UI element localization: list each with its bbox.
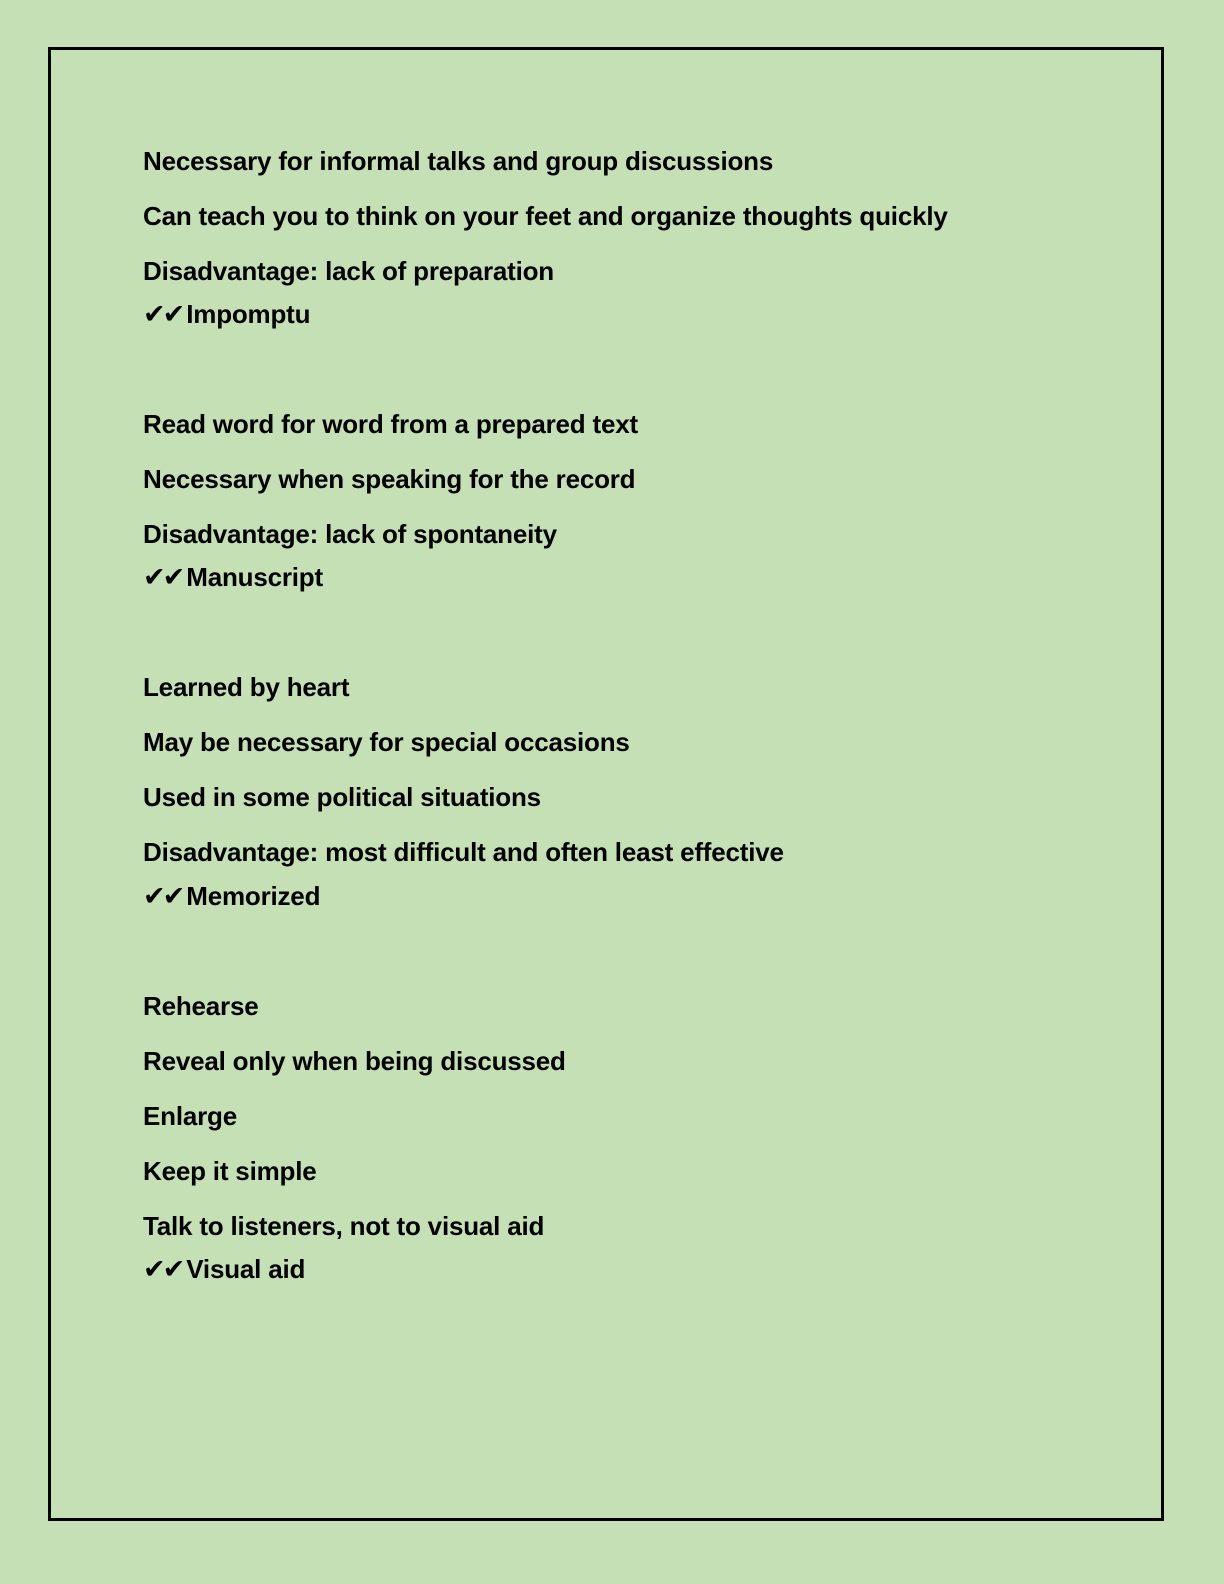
clue-line: Reveal only when being discussed [143, 1046, 566, 1076]
answer-line [143, 1253, 305, 1286]
clue-line: Enlarge [143, 1101, 237, 1131]
double-check-icon: ✔✔ [143, 1254, 183, 1285]
clue-line: Keep it simple [143, 1156, 317, 1186]
clue-line: Can teach you to think on your feet and organize thoughts quickly [143, 201, 948, 231]
double-check-icon: ✔✔ [143, 299, 183, 330]
answer-label: Visual aid [186, 1254, 306, 1284]
clue-line: Read word for word from a prepared text [143, 409, 638, 439]
clue-line: Disadvantage: lack of preparation [143, 256, 554, 286]
answer-label: Memorized [186, 881, 321, 911]
clue-line: May be necessary for special occasions [143, 727, 630, 757]
clue-line: Used in some political situations [143, 782, 541, 812]
clue-line: Talk to listeners, not to visual aid [143, 1211, 545, 1241]
clue-line: Necessary when speaking for the record [143, 464, 636, 494]
double-check-icon: ✔✔ [143, 881, 183, 912]
double-check-icon: ✔✔ [143, 562, 183, 593]
answer-line [143, 298, 310, 331]
answer-line [143, 880, 320, 913]
answer-line [143, 561, 323, 594]
clue-line: Disadvantage: lack of spontaneity [143, 519, 557, 549]
clue-line: Rehearse [143, 991, 259, 1021]
clue-line: Necessary for informal talks and group discussions [143, 146, 774, 176]
answer-label: Manuscript [186, 562, 323, 592]
clue-line: Learned by heart [143, 672, 350, 702]
answer-label: Impomptu [186, 299, 311, 329]
clue-line: Disadvantage: most difficult and often least effective [143, 837, 784, 867]
